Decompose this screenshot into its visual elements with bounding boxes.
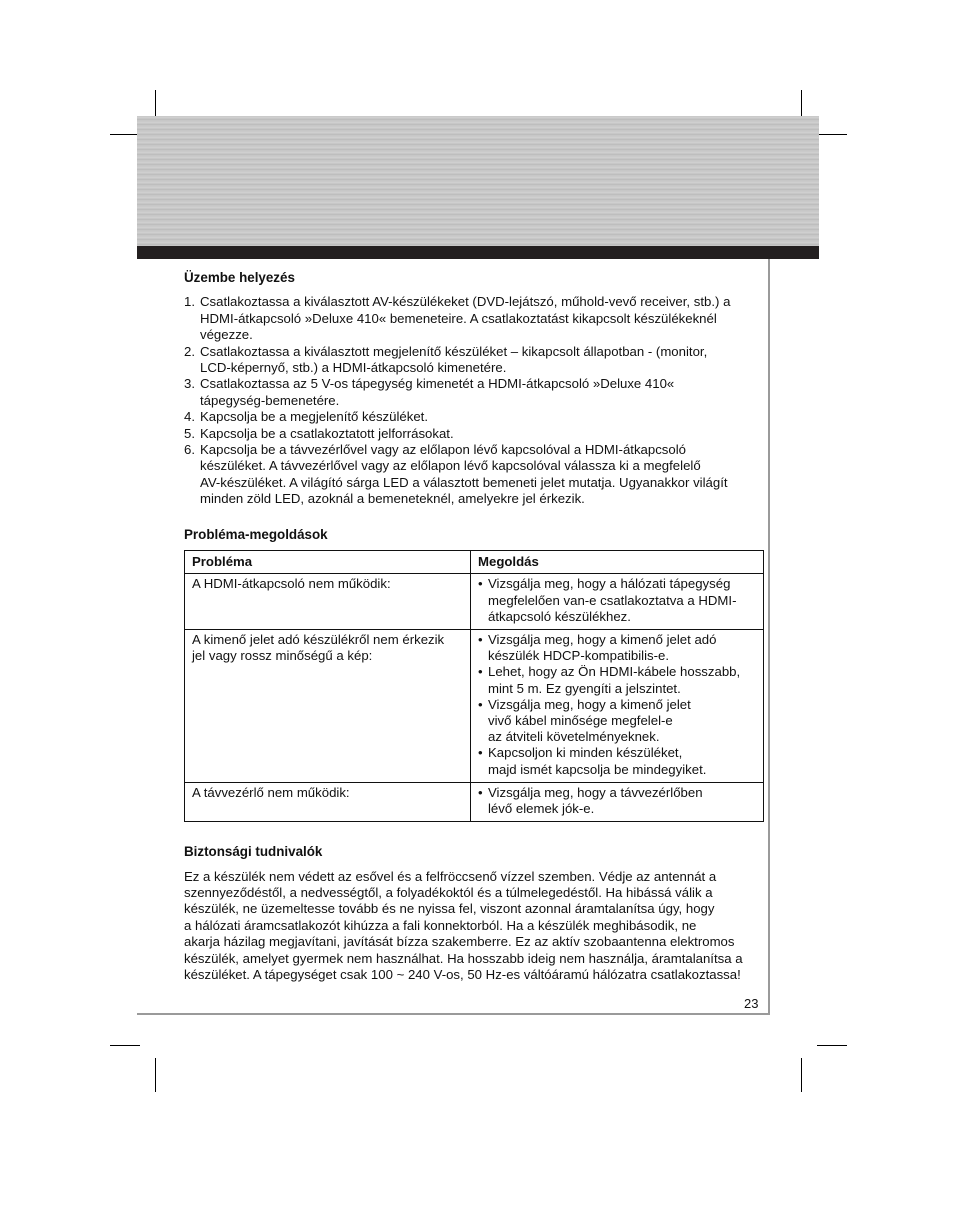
table-row [185,574,764,630]
solution-item [478,785,756,817]
safety-text-line: szennyeződéstől, a nedvességtől, a folyadékoktól és a túlmelegedéstől. Ha hibássá válik a [184,884,713,900]
crop-mark-top-right-h [817,134,847,135]
problem-cell [185,574,471,630]
solution-list [478,632,756,778]
solution-item [478,576,756,625]
solution-text-line: • Kapcsoljon ki minden készüléket, [488,745,683,761]
step-text-line: Kapcsolja be a megjelenítő készüléket. [200,409,428,425]
safety-text-line: akarja házilag megjavítani, javítását bízza szakemberre. Ez az aktív szobaantenna elektromos [184,934,735,950]
setup-step [184,426,764,442]
setup-step [184,376,764,409]
solution-list [478,576,756,625]
step-text-line: LCD-képernyő, stb.) a HDMI-átkapcsoló kimenetére. [200,360,507,376]
column-header-problem: Probléma [185,551,471,574]
section-title-troubleshooting: Probléma-megoldások [184,526,328,542]
step-text-line: Csatlakoztassa a kiválasztott AV-készülékeket (DVD-lejátszó, műhold-vevő receiver, stb.) a [200,294,731,310]
step-text-line: Csatlakoztassa a kiválasztott megjelenítő készüléket – kikapcsolt állapotban - (monitor, [200,343,708,359]
step-text-line: Csatlakoztassa az 5 V-os tápegység kimenetét a HDMI-átkapcsoló »Deluxe 410« [200,376,675,392]
problem-text-line: A kimenő jelet adó készülékről nem érkezik [192,631,445,647]
solution-text-line: vivő kábel minősége megfelel-e [488,712,673,728]
troubleshooting-table [184,550,764,822]
table-row [185,782,764,821]
page-number: 23 [744,996,759,1011]
crop-mark-top-left-h [110,134,140,135]
right-margin-rule [768,259,770,1014]
step-text-line: Kapcsolja be a távvezérlővel vagy az előlapon lévő kapcsolóval a HDMI-átkapcsoló [200,442,686,458]
solution-text-line: az átviteli követelményeknek. [488,729,660,745]
page-content [184,270,764,983]
crop-mark-bottom-right-h [817,1045,847,1046]
table-row [185,629,764,782]
step-text-line: minden zöld LED, azoknál a bemeneteknél, amelyekre jel érkezik. [200,491,585,507]
solution-text-line: • Vizsgálja meg, hogy a távvezérlőben [488,784,703,800]
problem-cell [185,782,471,821]
crop-mark-bottom-left [155,1058,156,1092]
safety-text-line: készüléket. A tápegységet csak 100 ~ 240 V-os, 50 Hz-es váltóáramú hálózatra csatlakoztassa! [184,966,741,982]
problem-text-line: A HDMI-átkapcsoló nem működik: [192,576,391,592]
header-texture-band [137,116,819,246]
safety-text-line: a hálózati áramcsatlakozót kihúzza a fali konnektorból. Ha a készülék meghibásodik, ne [184,917,697,933]
solution-list [478,785,756,817]
step-number: 4. [184,409,195,425]
safety-paragraph [184,869,764,984]
problem-text-line: jel vagy rossz minőségű a kép: [192,648,373,664]
footer-rule [137,1013,770,1015]
setup-step [184,294,764,343]
solution-item [478,664,756,696]
setup-steps-list [184,294,764,507]
solution-text-line: átkapcsoló készülékhez. [488,608,631,624]
setup-step [184,344,764,377]
step-text-line: tápegység-bemenetére. [200,392,340,408]
table-header-row [185,551,764,574]
step-number: 3. [184,376,195,392]
solution-cell [471,782,764,821]
safety-text-line: készülék, ne üzemeltesse tovább és ne nyissa fel, viszont azonnal áramtalanítsa úgy, hogy [184,901,715,917]
solution-cell [471,629,764,782]
solution-text-line: • Lehet, hogy az Ön HDMI-kábele hosszabb, [488,664,741,680]
step-text-line: HDMI-átkapcsoló »Deluxe 410« bemeneteire. A csatlakoztatást kikapcsolt készülékeknél végezze. [200,310,717,343]
column-header-solution: Megoldás [471,551,764,574]
solution-text-line: megfelelően van-e csatlakoztatva a HDMI- [488,592,737,608]
setup-step [184,409,764,425]
step-number: 5. [184,425,195,441]
section-title-setup: Üzembe helyezés [184,270,295,285]
crop-mark-bottom-left-h [110,1045,140,1046]
solution-item [478,745,756,777]
solution-item [478,632,756,664]
safety-text-line: készülék, amelyet gyermek nem használhat. Ha hosszabb ideig nem használja, áramtalanítsa a [184,950,743,966]
step-text-line: Kapcsolja be a csatlakoztatott jelforrásokat. [200,425,454,441]
step-number: 1. [184,294,195,310]
solution-text-line: • Vizsgálja meg, hogy a kimenő jelet adó [488,631,717,647]
problem-text-line: A távvezérlő nem működik: [192,784,350,800]
setup-step [184,442,764,508]
solution-text-line: készülék HDCP-kompatibilis-e. [488,648,670,664]
crop-mark-bottom-right [801,1058,802,1092]
problem-cell [185,629,471,782]
step-text-line: készüléket. A távvezérlővel vagy az előlapon lévő kapcsolóval válassza ki a megfelelő [200,458,701,474]
safety-text-line: Ez a készülék nem védett az esővel és a felfröccsenő vízzel szemben. Védje az antennát a [184,868,717,884]
step-number: 2. [184,343,195,359]
step-number: 6. [184,442,195,458]
step-text-line: AV-készüléket. A világító sárga LED a választott bemeneti jelet mutatja. Ugyanakkor világít [200,474,728,490]
solution-text-line: • Vizsgálja meg, hogy a hálózati tápegység [488,576,731,592]
header-dark-bar [137,246,819,259]
solution-text-line: • Vizsgálja meg, hogy a kimenő jelet [488,696,691,712]
section-title-safety: Biztonsági tudnivalók [184,844,323,860]
solution-cell [471,574,764,630]
solution-text-line: majd ismét kapcsolja be mindegyiket. [488,761,707,777]
solution-item [478,697,756,746]
solution-text-line: lévő elemek jók-e. [488,800,595,816]
solution-text-line: mint 5 m. Ez gyengíti a jelszintet. [488,680,681,696]
